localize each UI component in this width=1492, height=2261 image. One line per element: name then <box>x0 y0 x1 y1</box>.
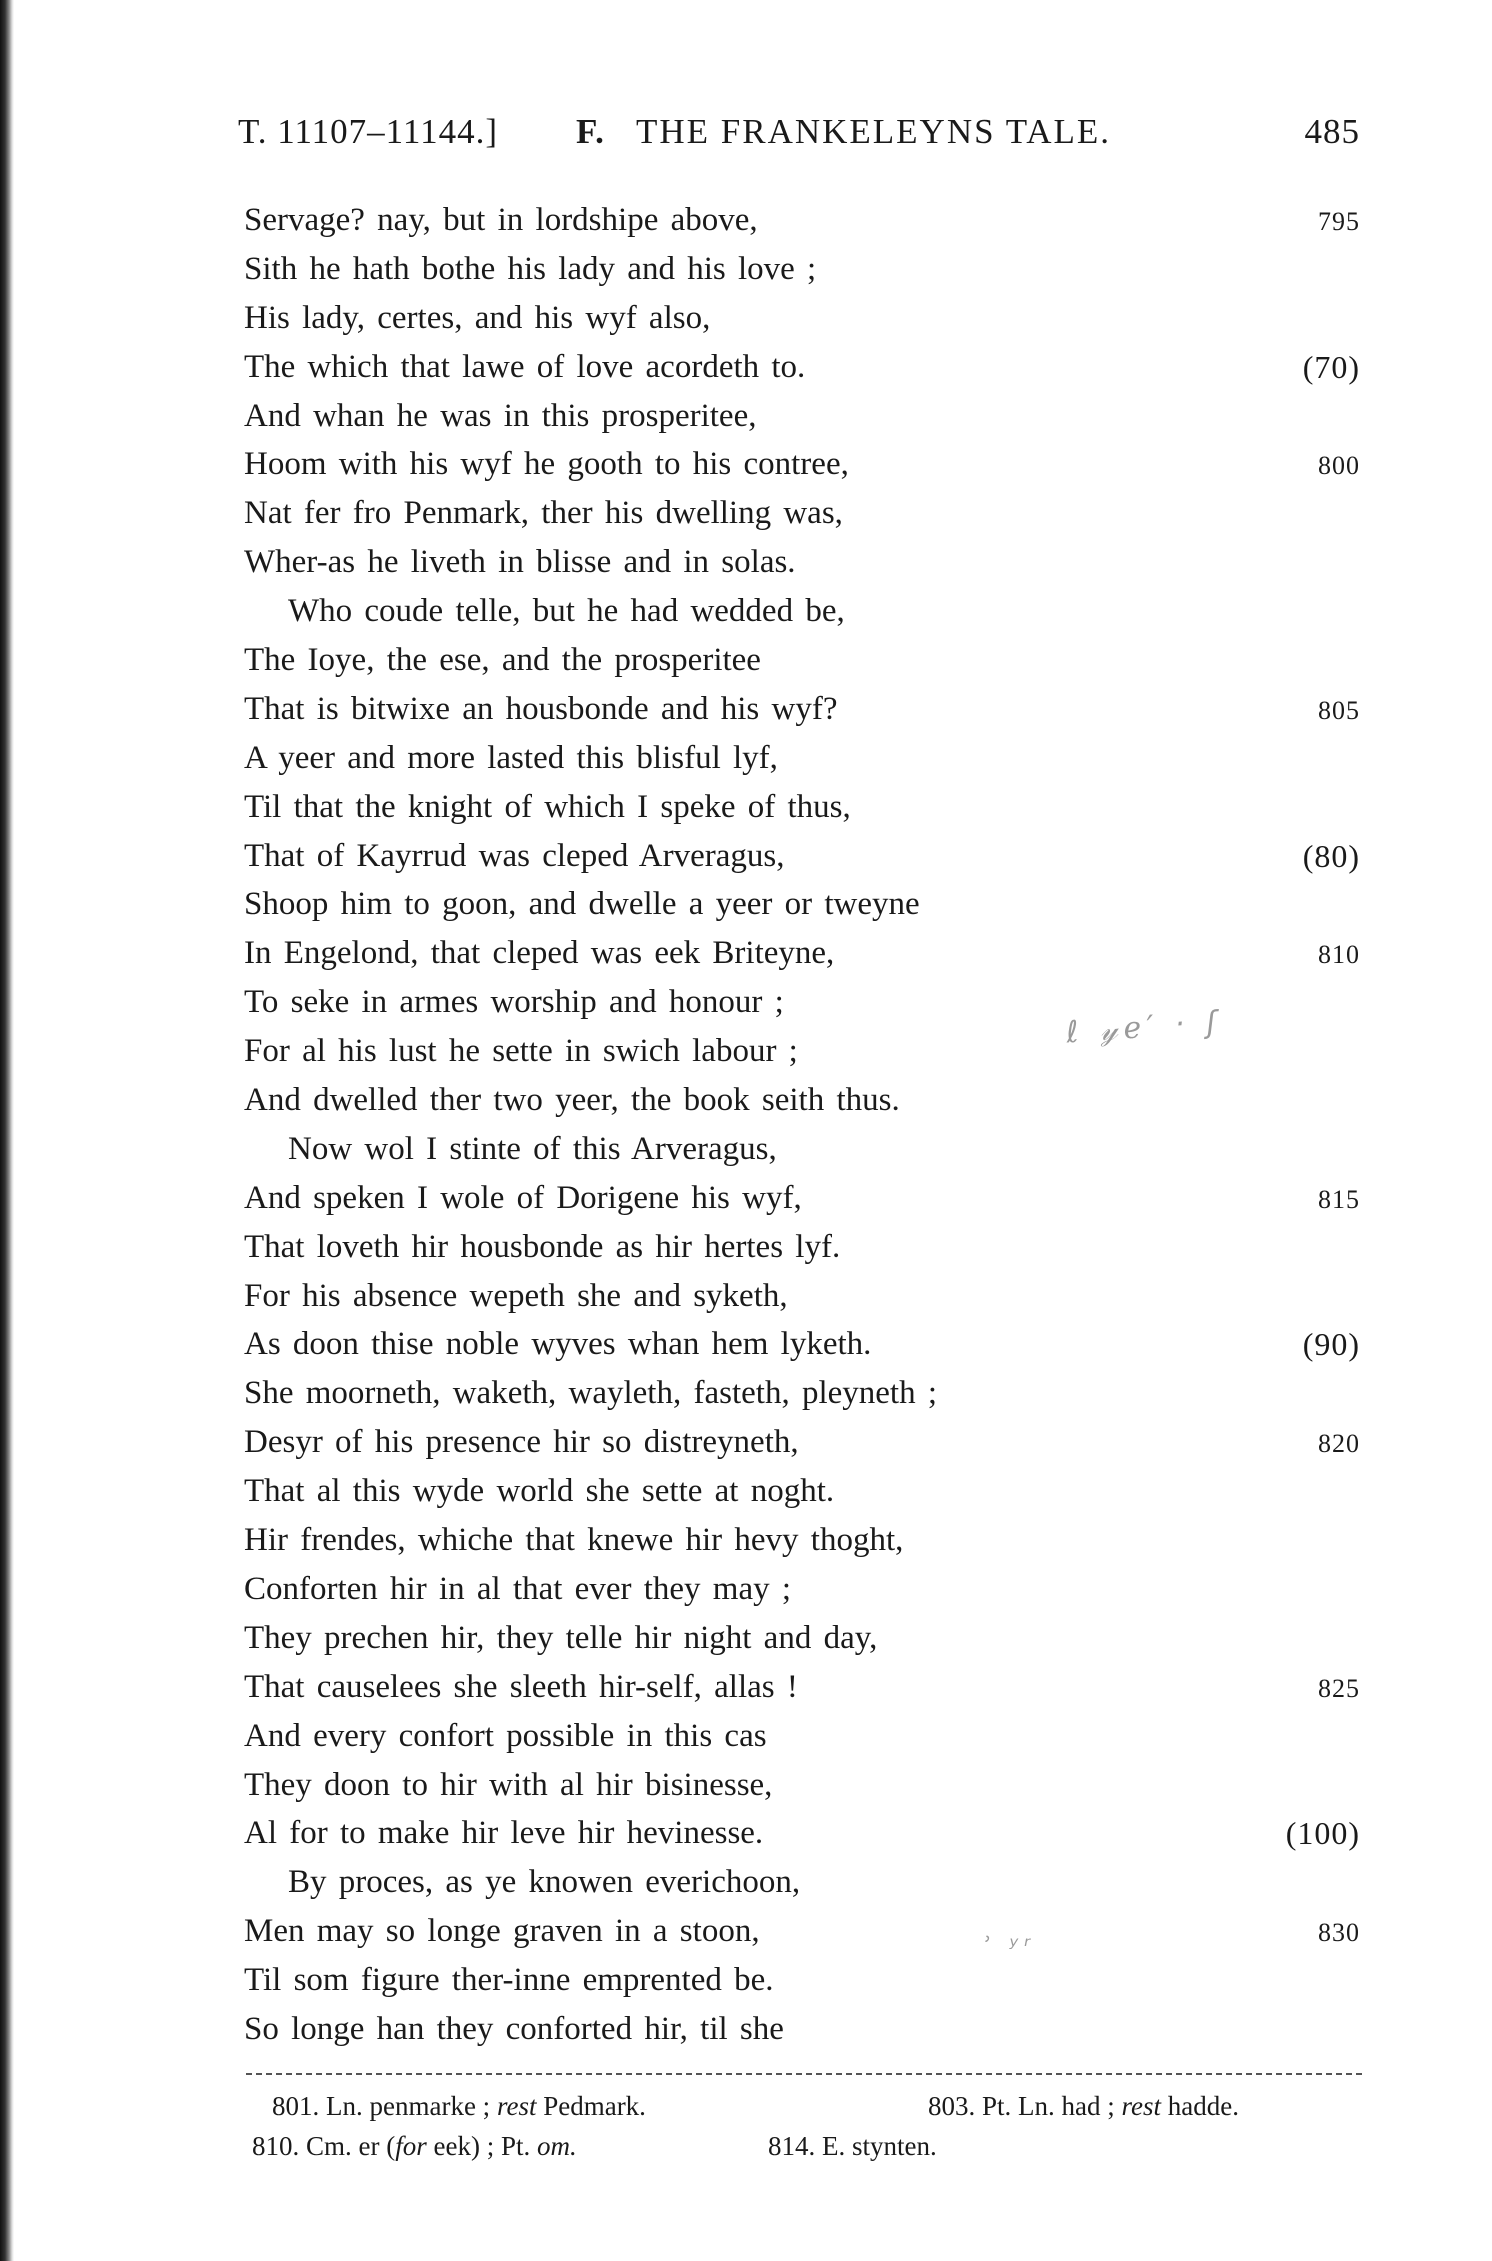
verse-line <box>0 636 1492 685</box>
line-number: 810 <box>1318 940 1360 970</box>
verse-line <box>0 392 1492 441</box>
verse-line <box>0 440 1492 489</box>
verse-line <box>0 1369 1492 1418</box>
verse-line <box>0 1272 1492 1321</box>
verse-line <box>0 1712 1492 1761</box>
footnote: 814. E. stynten. <box>768 2131 937 2161</box>
verse-text: Til som figure ther-inne emprented be. <box>244 1962 774 1999</box>
footnotes <box>0 2086 1492 2166</box>
verse-text: That causelees she sleeth hir-self, allas ! <box>244 1668 798 1705</box>
verse-text: Al for to make hir leve hir hevinesse. <box>244 1815 764 1852</box>
verse-line <box>0 2005 1492 2054</box>
verse-text: That al this wyde world she sette at noght. <box>244 1473 835 1510</box>
verse-text: Hir frendes, whiche that knewe hir hevy thoght, <box>244 1522 904 1559</box>
footnote-line <box>0 2126 1492 2166</box>
verse-text: For his absence wepeth she and syketh, <box>244 1277 788 1314</box>
verse-text: By proces, as ye knowen everichoon, <box>288 1864 801 1901</box>
footnote-line <box>0 2086 1492 2126</box>
verse-line <box>0 783 1492 832</box>
verse-text: His lady, certes, and his wyf also, <box>244 299 711 336</box>
verse-text: That of Kayrrud was cleped Arveragus, <box>244 837 785 874</box>
line-number: (90) <box>1302 1326 1360 1363</box>
line-number: (70) <box>1302 348 1360 385</box>
verse-line <box>0 880 1492 929</box>
line-number: 795 <box>1318 207 1360 236</box>
line-number: (100) <box>1285 1815 1360 1852</box>
verse-line <box>0 685 1492 734</box>
verse-text: They prechen hir, they telle hir night and day, <box>244 1619 878 1656</box>
verse-line <box>0 1614 1492 1663</box>
verse-line <box>0 1809 1492 1858</box>
verse-text: For al his lust he sette in swich labour ; <box>244 1033 798 1070</box>
verse-line <box>0 1858 1492 1907</box>
verse-text: To seke in armes worship and honour ; <box>244 984 784 1021</box>
line-number: 800 <box>1318 451 1360 481</box>
verse-text: Now wol I stinte of this Arveragus, <box>288 1130 777 1167</box>
verse-line <box>0 1418 1492 1467</box>
verse-line <box>0 1467 1492 1516</box>
verse-text: That loveth hir housbonde as hir hertes lyf. <box>244 1228 841 1265</box>
pencil-marginalia: ʾ ʸʳ <box>982 1932 1037 1960</box>
tale-title: THE FRANKELEYNS TALE. <box>636 112 1112 151</box>
verse-text: She moorneth, waketh, wayleth, fasteth, pleyneth ; <box>244 1375 937 1412</box>
verse-line <box>0 1956 1492 2005</box>
line-number: (80) <box>1302 837 1360 874</box>
verse-text: Conforten hir in al that ever they may ; <box>244 1570 792 1607</box>
page-number: 485 <box>1304 112 1360 151</box>
line-number: 820 <box>1318 1429 1360 1459</box>
verse-line <box>0 734 1492 783</box>
line-number: 825 <box>1318 1673 1360 1703</box>
verse-line <box>0 1125 1492 1174</box>
verse-line <box>0 1663 1492 1712</box>
verse-text: Nat fer fro Penmark, ther his dwelling was, <box>244 495 843 532</box>
verse-line <box>0 1320 1492 1369</box>
footnote: 803. Pt. Ln. had ; rest hadde. <box>928 2091 1239 2121</box>
verse-line <box>0 1761 1492 1810</box>
verse-text: The Ioye, the ese, and the prosperitee <box>244 642 761 679</box>
verse-text: And whan he was in this prosperitee, <box>244 397 757 434</box>
verse-line <box>0 587 1492 636</box>
verse-line <box>0 1223 1492 1272</box>
verse-text: Sith he hath bothe his lady and his love ; <box>244 250 817 287</box>
verse-line <box>0 1027 1492 1076</box>
verse-text: Wher-as he liveth in blisse and in solas. <box>244 544 796 581</box>
footnote: 801. Ln. penmarke ; rest Pedmark. <box>272 2091 646 2121</box>
verse-line <box>0 1076 1492 1125</box>
verse-line <box>0 832 1492 881</box>
verse-text: Men may so longe graven in a stoon, <box>244 1913 760 1950</box>
line-number: 830 <box>1318 1918 1360 1948</box>
line-range: T. 11107–11144.] <box>238 112 498 151</box>
verse-line <box>0 1907 1492 1956</box>
footnote: 810. Cm. er (for eek) ; Pt. om. <box>252 2131 577 2161</box>
verse-text: Til that the knight of which I speke of thus, <box>244 788 851 825</box>
verse-line <box>0 294 1492 343</box>
verse-line <box>0 1174 1492 1223</box>
verse-text: Hoom with his wyf he gooth to his contree, <box>244 446 849 483</box>
verse-line <box>0 1565 1492 1614</box>
poem-text <box>0 196 1492 2054</box>
verse-line <box>0 245 1492 294</box>
verse-text: Desyr of his presence hir so distreyneth, <box>244 1424 799 1461</box>
verse-text: And dwelled ther two yeer, the book seith thus. <box>244 1082 900 1119</box>
section-mark: F. <box>576 112 605 151</box>
verse-line <box>0 489 1492 538</box>
verse-text: And every confort possible in this cas <box>244 1717 767 1754</box>
verse-line <box>0 538 1492 587</box>
line-number: 815 <box>1318 1184 1360 1214</box>
footnote-rule <box>246 2073 1362 2075</box>
verse-text: As doon thise noble wyves whan hem lyketh. <box>244 1326 872 1363</box>
verse-line <box>0 929 1492 978</box>
verse-text: The which that lawe of love acordeth to. <box>244 348 806 385</box>
verse-text: In Engelond, that cleped was eek Briteyne, <box>244 935 835 972</box>
verse-line <box>0 978 1492 1027</box>
verse-text: Shoop him to goon, and dwelle a yeer or tweyne <box>244 886 920 923</box>
pencil-marginalia: ℓ 𝓎ℯ′ ‧ ʃ <box>1064 1004 1224 1051</box>
verse-line <box>0 196 1492 245</box>
verse-text: A yeer and more lasted this blisful lyf, <box>244 739 778 776</box>
verse-line <box>0 1516 1492 1565</box>
verse-text: That is bitwixe an housbonde and his wyf? <box>244 690 838 727</box>
verse-text: Servage? nay, but in lordshipe above, <box>244 202 758 238</box>
verse-text: So longe han they conforted hir, til she <box>244 2010 784 2047</box>
verse-text: They doon to hir with al hir bisinesse, <box>244 1766 773 1803</box>
line-number: 805 <box>1318 695 1360 725</box>
verse-line <box>0 343 1492 392</box>
verse-text: And speken I wole of Dorigene his wyf, <box>244 1179 802 1216</box>
running-header <box>238 112 1360 162</box>
verse-text: Who coude telle, but he had wedded be, <box>288 593 845 630</box>
